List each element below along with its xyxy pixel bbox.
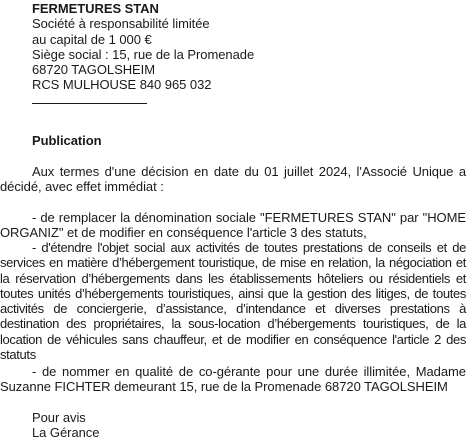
legal-form: Société à responsabilité limitée (32, 16, 210, 32)
header-divider (32, 103, 147, 104)
company-name: FERMETURES STAN (32, 1, 159, 16)
decision-paragraph: Aux termes d'une décision en date du 01 juillet 2024, l'Associé Unique a décidé, avec effet immédiat : (0, 164, 466, 195)
section-heading: Publication (32, 133, 102, 148)
postal-city: 68720 TAGOLSHEIM (32, 62, 155, 78)
share-capital: au capital de 1 000 € (32, 31, 152, 47)
registered-office: Siège social : 15, rue de la Promenade (32, 46, 255, 62)
company-header (32, 1, 452, 104)
registration-number: RCS MULHOUSE 840 965 032 (32, 77, 212, 93)
co-manager-paragraph: - de nommer en qualité de co-gérante pour une durée illimitée, Madame Suzanne FICHTER demeurant 15, rue de la Promenade 68720 TAGOLSHEIM (0, 364, 466, 395)
closing-block (32, 410, 99, 441)
signatory: La Gérance (32, 425, 100, 441)
name-change-paragraph: - de remplacer la dénomination sociale "FERMETURES STAN" par "HOME ORGANIZ" et de modifier en conséquence l'article 3 des statuts, (0, 210, 466, 241)
purpose-extension-paragraph: - d'étendre l'objet social aux activités de toutes prestations de conseils et de services en matière d’hébergement touristique, de mise en relation, la négociation et la réservation d’hébergements dans les établissements hôteliers ou résidentiels et toutes unités d’hébergements touristiques, ainsi que la gestion des litiges, de toutes activités de conciergerie, d’assistance, d’intendance et diverses prestations à destination des propriétaires, la sous-location d’hébergements touristiques, de la location de véhicules sans chauffeur, et de modifier en conséquence l'article 2 des statuts (0, 240, 466, 363)
closing-formula: Pour avis (32, 410, 86, 425)
